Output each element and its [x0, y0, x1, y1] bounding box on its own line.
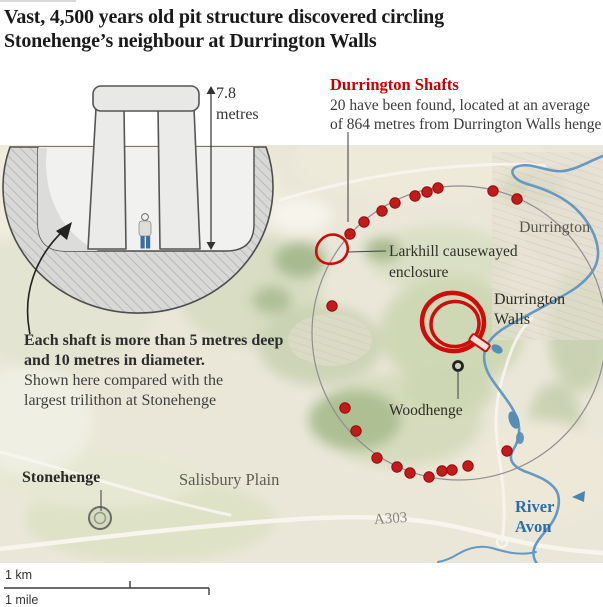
shaft-dot [488, 186, 498, 196]
shaft-dot [327, 301, 337, 311]
stonehenge-marker [89, 507, 111, 529]
durrington-shafts-heading: Durrington Shafts [330, 75, 459, 94]
larkhill-line1: Larkhill causewayed [389, 243, 518, 260]
shaft-dot [422, 187, 432, 197]
salisbury-plain-label: Salisbury Plain [179, 470, 280, 489]
durrington-town-label: Durrington [519, 219, 591, 236]
a303-road-label: A303 [373, 509, 408, 529]
shaft-dot [447, 465, 457, 475]
shaft-dot [502, 446, 512, 456]
shaft-dot [359, 217, 369, 227]
measure-unit: metres [216, 105, 259, 123]
shaft-dot [390, 198, 400, 208]
durrington-walls-line1: Durrington [494, 291, 566, 308]
shaft-dot [372, 453, 382, 463]
shaft-dot [351, 426, 361, 436]
trilithon-left-upright [88, 108, 126, 249]
shaft-dot [345, 229, 355, 239]
larkhill-label [389, 241, 518, 284]
shaft-dot [433, 183, 443, 193]
scale-mile-label: 1 mile [5, 593, 39, 607]
title-line-2: Stonehenge’s neighbour at Durrington Walls [4, 30, 377, 53]
durrington-walls-line2: Walls [494, 311, 531, 329]
shaft-dot [340, 403, 350, 413]
shaft-dot [392, 462, 402, 472]
river-avon-label [515, 497, 554, 537]
larkhill-line2: enclosure [389, 264, 449, 282]
shafts-description-line1: 20 have been found, located at an average [330, 97, 590, 114]
shaft-dot [377, 206, 387, 216]
shafts-description-line2: of 864 metres from Durrington Walls henge [330, 116, 602, 133]
caption-bold-line2: and 10 metres in diameter. [24, 352, 205, 370]
caption-regular-line1: Shown here compared with the [24, 372, 224, 390]
shaft-dot [405, 468, 415, 478]
measure-label [216, 84, 259, 126]
measure-value: 7.8 [216, 85, 236, 102]
shaft-dot [512, 194, 522, 204]
woodhenge-label: Woodhenge [389, 402, 463, 419]
trilithon-right-upright [158, 108, 200, 249]
caption-bold-line1: Each shaft is more than 5 metres deep [24, 332, 284, 349]
shaft-dot [424, 472, 434, 482]
durrington-walls-label [494, 290, 565, 331]
title-line-1: Vast, 4,500 years old pit structure discovered circling [4, 6, 444, 28]
stonehenge-label: Stonehenge [22, 469, 101, 486]
river-line1: River [515, 497, 555, 516]
shaft-dot [437, 466, 447, 476]
inset-caption [24, 331, 283, 412]
scale-km-label: 1 km [5, 568, 33, 582]
shaft-dot [463, 461, 473, 471]
river-line2: Avon [515, 516, 552, 536]
shaft-dot [410, 191, 420, 201]
trilithon-lintel [93, 86, 199, 111]
caption-regular-line2: largest trilithon at Stonehenge [24, 392, 217, 410]
